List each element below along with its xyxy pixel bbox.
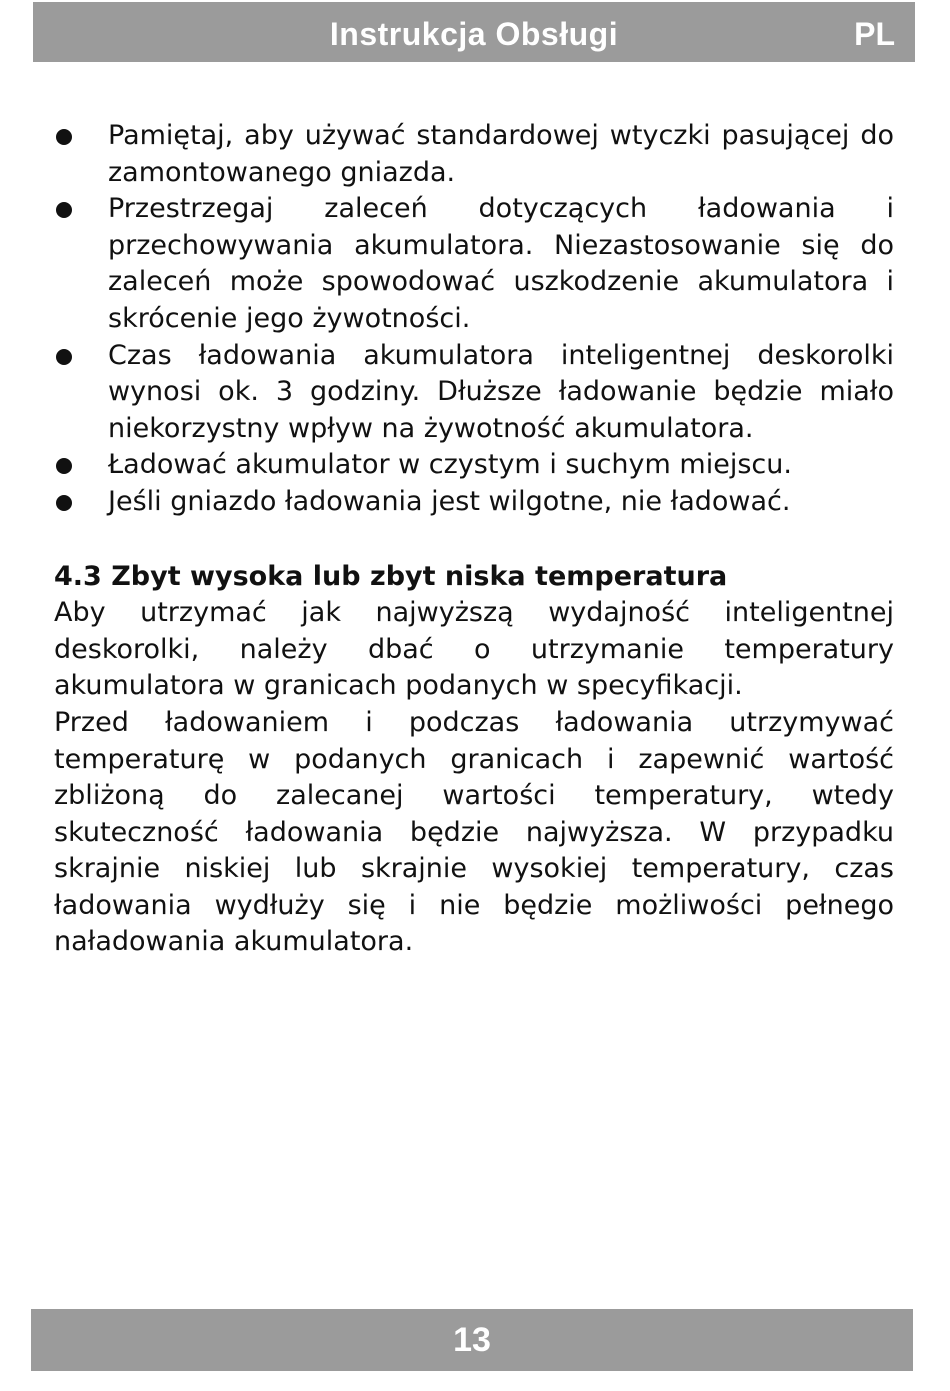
list-item-text: Przestrzegaj zaleceń dotyczących ładowania i przechowywania akumulatora. Niezastosowanie się do zaleceń może spowodować uszkodzenie akumulatora i skrócenie jego żywotności. xyxy=(108,193,894,334)
page-footer xyxy=(31,1309,913,1371)
bullet-icon xyxy=(56,202,72,218)
section-paragraph: Przed ładowaniem i podczas ładowania utrzymywać temperaturę w podanych granicach i zapewnić wartość zbliżoną do zalecanej wartości temperatury, wtedy skuteczność ładowania będzie najwyższa. W przypadku skrajnie niskiej lub skrajnie wysokiej temperatury, czas ładowania wydłuży się i nie będzie możliwości pełnego naładowania akumulatora. xyxy=(54,706,894,958)
list-item-text: Ładować akumulator w czystym i suchym miejscu. xyxy=(108,449,792,481)
page-content xyxy=(54,118,894,961)
bullet-icon xyxy=(56,129,72,145)
bullet-icon xyxy=(56,495,72,511)
list-item-text: Czas ładowania akumulatora inteligentnej deskorolki wynosi ok. 3 godziny. Dłuższe ładowanie będzie miało niekorzystny wpływ na żywotność akumulatora. xyxy=(108,339,894,444)
section-heading: 4.3 Zbyt wysoka lub zbyt niska temperatura xyxy=(54,560,728,592)
list-item xyxy=(54,191,894,337)
list-item xyxy=(54,118,894,191)
list-item xyxy=(54,447,894,484)
list-item-text: Pamiętaj, aby używać standardowej wtyczki pasującej do zamontowanego gniazda. xyxy=(108,120,894,188)
page-header xyxy=(33,2,915,62)
page-title: Instrukcja Obsługi xyxy=(329,16,619,52)
section-paragraph: Aby utrzymać jak najwyższą wydajność inteligentnej deskorolki, należy dbać o utrzymanie temperatury akumulatora w granicach podanych w specyfikacji. xyxy=(54,597,894,702)
page-number: 13 xyxy=(453,1321,491,1359)
bullet-icon xyxy=(56,458,72,474)
list-item xyxy=(54,338,894,448)
bullet-list xyxy=(54,118,894,521)
list-item xyxy=(54,484,894,521)
bullet-icon xyxy=(56,349,72,365)
language-code: PL xyxy=(854,16,895,52)
list-item-text: Jeśli gniazdo ładowania jest wilgotne, nie ładować. xyxy=(108,485,791,517)
